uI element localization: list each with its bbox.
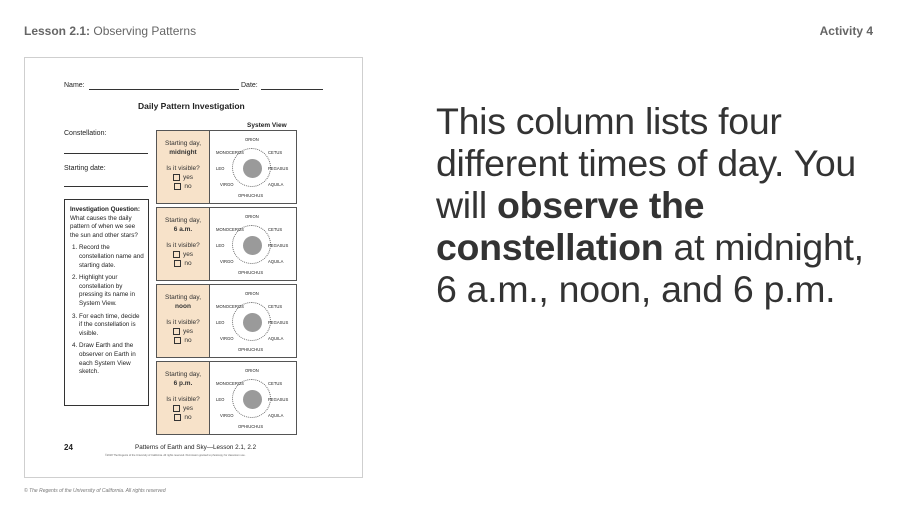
no-label: no — [184, 183, 192, 190]
row-time-label: midnight — [169, 149, 197, 156]
starting-date-label: Starting date: — [64, 165, 106, 172]
time-cell — [156, 284, 210, 358]
cetus-label: CETUS — [268, 227, 283, 232]
row-start-label: Starting day, — [164, 217, 201, 224]
yes-checkbox — [173, 405, 180, 412]
yes-option — [157, 404, 209, 413]
investigation-question-box — [64, 199, 149, 406]
constellation-label: Constellation: — [64, 130, 107, 137]
monoceros-label: MONOCEROS — [216, 304, 244, 309]
no-checkbox — [174, 260, 181, 267]
row-start-label: Starting day, — [164, 371, 201, 378]
yes-option — [157, 250, 209, 259]
time-row-noon — [156, 284, 297, 360]
footer-title: Patterns of Earth and Sky—Lesson 2.1, 2.2 — [135, 444, 257, 451]
no-checkbox — [174, 183, 181, 190]
question-text: What causes the daily pattern of when we see the sun and other stars? — [70, 214, 138, 239]
main-text-part2: at midnight, 6 a.m., noon, and 6 p.m. — [436, 226, 864, 310]
footer-copyright: ©2018 The Regents of the University of California. All rights reserved. Permission granted to photocopy for classroom use. — [105, 454, 246, 457]
worksheet-image — [24, 57, 363, 478]
sun-circle — [243, 236, 262, 255]
pegasus-label: PEGASUS — [268, 166, 289, 171]
aquila-label: AQUILA — [268, 182, 284, 187]
visible-question: Is it visible? — [166, 319, 200, 326]
cetus-label: CETUS — [268, 304, 283, 309]
lesson-header — [24, 24, 196, 38]
cetus-label: CETUS — [268, 150, 283, 155]
visible-question: Is it visible? — [166, 165, 200, 172]
system-view-diagram — [210, 361, 297, 435]
yes-label: yes — [182, 328, 194, 335]
question-title: Investigation Question: — [70, 206, 140, 213]
step-item: 2. Highlight your constellation by pressing its name in System View. — [79, 274, 144, 308]
pegasus-label: PEGASUS — [268, 243, 289, 248]
sun-circle — [243, 390, 262, 409]
time-row-6am — [156, 207, 297, 283]
system-view-diagram — [210, 284, 297, 358]
orion-label: ORION — [245, 214, 259, 219]
yes-checkbox — [173, 328, 180, 335]
yes-label: yes — [182, 405, 194, 412]
system-view-label: System View — [247, 122, 287, 129]
leo-label: LEO — [216, 166, 225, 171]
aquila-label: AQUILA — [268, 336, 284, 341]
yes-label: yes — [182, 251, 194, 258]
yes-option — [157, 327, 209, 336]
page-number: 24 — [64, 443, 73, 452]
steps-list — [70, 244, 144, 376]
leo-label: LEO — [216, 320, 225, 325]
no-option — [157, 336, 209, 345]
visible-question: Is it visible? — [166, 396, 200, 403]
row-time-label: noon — [175, 303, 191, 310]
cetus-label: CETUS — [268, 381, 283, 386]
orion-label: ORION — [245, 368, 259, 373]
ophiuchus-label: OPHIUCHUS — [238, 270, 264, 275]
time-cell — [156, 130, 210, 204]
pegasus-label: PEGASUS — [268, 397, 289, 402]
lesson-number: Lesson 2.1: — [24, 24, 91, 38]
lesson-title: Observing Patterns — [93, 24, 197, 38]
orion-label: ORION — [245, 291, 259, 296]
activity-label: Activity 4 — [819, 24, 873, 38]
leo-label: LEO — [216, 243, 225, 248]
worksheet-title: Daily Pattern Investigation — [138, 101, 245, 111]
yes-checkbox — [173, 251, 180, 258]
time-row-midnight — [156, 130, 297, 206]
row-start-label: Starting day, — [164, 140, 201, 147]
monoceros-label: MONOCEROS — [216, 381, 244, 386]
step-item: 4. Draw Earth and the observer on Earth in each System View sketch. — [79, 342, 144, 376]
no-label: no — [184, 414, 192, 421]
main-explanation — [436, 100, 876, 310]
row-time-label: 6 p.m. — [173, 380, 193, 387]
monoceros-label: MONOCEROS — [216, 150, 244, 155]
virgo-label: VIRGO — [220, 182, 234, 187]
ophiuchus-label: OPHIUCHUS — [238, 347, 264, 352]
no-option — [157, 259, 209, 268]
starting-date-line — [64, 186, 148, 187]
sun-circle — [243, 313, 262, 332]
step-item: 1. Record the constellation name and starting date. — [79, 244, 144, 270]
system-view-diagram — [210, 207, 297, 281]
no-option — [157, 182, 209, 191]
virgo-label: VIRGO — [220, 259, 234, 264]
time-cell — [156, 207, 210, 281]
no-label: no — [184, 337, 192, 344]
no-checkbox — [174, 337, 181, 344]
copyright-notice: © The Regents of the University of California. All rights reserved — [24, 488, 166, 494]
time-row-6pm — [156, 361, 297, 437]
yes-label: yes — [182, 174, 194, 181]
visible-question: Is it visible? — [166, 242, 200, 249]
no-label: no — [184, 260, 192, 267]
aquila-label: AQUILA — [268, 259, 284, 264]
time-cell — [156, 361, 210, 435]
virgo-label: VIRGO — [220, 336, 234, 341]
main-text-bold: observe the constellation — [436, 184, 705, 268]
constellation-line — [64, 153, 148, 154]
row-start-label: Starting day, — [164, 294, 201, 301]
system-view-diagram — [210, 130, 297, 204]
ophiuchus-label: OPHIUCHUS — [238, 424, 264, 429]
date-label: Date: — [241, 82, 258, 89]
step-item: 3. For each time, decide if the constellation is visible. — [79, 313, 144, 339]
ophiuchus-label: OPHIUCHUS — [238, 193, 264, 198]
aquila-label: AQUILA — [268, 413, 284, 418]
pegasus-label: PEGASUS — [268, 320, 289, 325]
monoceros-label: MONOCEROS — [216, 227, 244, 232]
sun-circle — [243, 159, 262, 178]
orion-label: ORION — [245, 137, 259, 142]
no-checkbox — [174, 414, 181, 421]
yes-option — [157, 173, 209, 182]
leo-label: LEO — [216, 397, 225, 402]
date-line — [261, 89, 323, 90]
no-option — [157, 413, 209, 422]
yes-checkbox — [173, 174, 180, 181]
name-line — [89, 89, 239, 90]
row-time-label: 6 a.m. — [173, 226, 193, 233]
name-label: Name: — [64, 82, 85, 89]
main-text-part1: This column lists four different times of day. You will — [436, 100, 856, 226]
virgo-label: VIRGO — [220, 413, 234, 418]
